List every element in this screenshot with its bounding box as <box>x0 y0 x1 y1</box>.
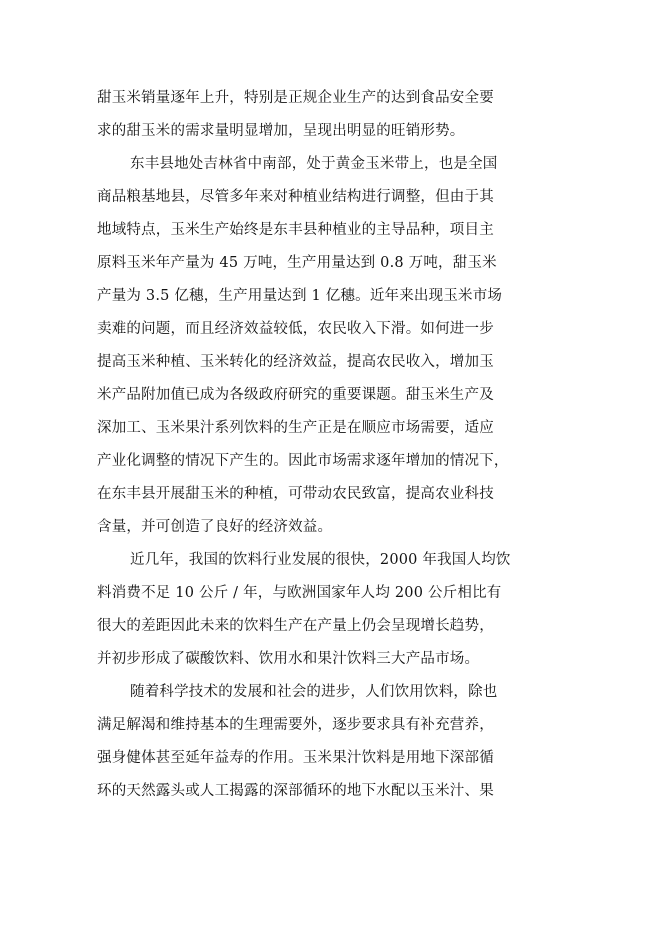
text-line: 商品粮基地县，尽管多年来对种植业结构进行调整，但由于其 <box>97 189 494 205</box>
text-line: 深加工、玉米果汁系列饮料的生产正是在顺应市场需要，适应 <box>97 420 494 436</box>
text-line: 产业化调整的情况下产生的。因此市场需求逐年增加的情况下， <box>97 453 509 469</box>
text-line: 产量为 3.5 亿穗，生产用量达到 1 亿穗。近年来出现玉米市场 <box>97 288 503 304</box>
paragraph-first-line: 东丰县地处吉林省中南部，处于黄金玉米带上，也是全国 <box>130 156 498 172</box>
text-line: 环的天然露头或人工揭露的深部循环的地下水配以玉米汁、果 <box>97 783 494 799</box>
text-line: 很大的差距因此未来的饮料生产在产量上仍会呈现增长趋势， <box>97 618 494 634</box>
text-line: 卖难的问题，而且经济效益较低，农民收入下滑。如何进一步 <box>97 321 494 337</box>
text-line: 料消费不足 10 公斤 / 年，与欧洲国家年人均 200 公斤相比有 <box>97 585 502 601</box>
text-line: 强身健体甚至延年益寿的作用。玉米果汁饮料是用地下深部循 <box>97 750 494 766</box>
text-line: 在东丰县开展甜玉米的种植，可带动农民致富，提高农业科技 <box>97 486 494 502</box>
text-line: 满足解渴和维持基本的生理需要外，逐步要求具有补充营养， <box>97 717 494 733</box>
text-line: 米产品附加值已成为各级政府研究的重要课题。甜玉米生产及 <box>97 387 494 403</box>
text-line: 甜玉米销量逐年上升，特别是正规企业生产的达到食品安全要 <box>97 90 494 106</box>
text-line: 提高玉米种植、玉米转化的经济效益，提高农民收入，增加玉 <box>97 354 494 370</box>
paragraph-first-line: 随着科学技术的发展和社会的进步，人们饮用饮料，除也 <box>130 684 498 700</box>
paragraph-first-line: 近几年，我国的饮料行业发展的很快，2000 年我国人均饮 <box>130 552 511 568</box>
text-line: 并初步形成了碳酸饮料、饮用水和果汁饮料三大产品市场。 <box>97 651 480 667</box>
text-line: 地域特点，玉米生产始终是东丰县种植业的主导品种，项目主 <box>97 222 494 238</box>
text-line: 原料玉米年产量为 45 万吨，生产用量达到 0.8 万吨，甜玉米 <box>97 255 497 271</box>
text-line: 求的甜玉米的需求量明显增加，呈现出明显的旺销形势。 <box>97 123 465 139</box>
text-line: 含量，并可创造了良好的经济效益。 <box>97 519 333 535</box>
